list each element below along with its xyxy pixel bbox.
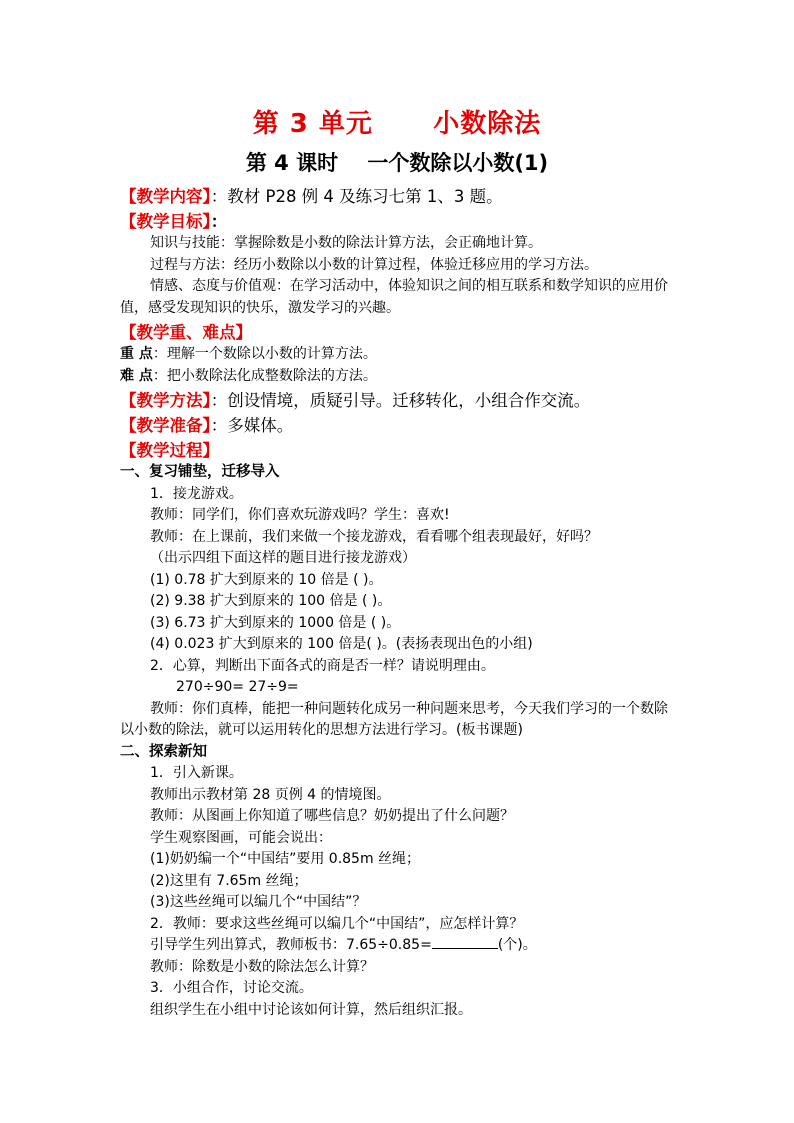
key-section xyxy=(120,321,680,344)
process-line: 3．小组合作，讨论交流。 xyxy=(150,980,313,996)
goals-section xyxy=(120,210,680,233)
method-heading: 【教学方法】 xyxy=(120,391,211,410)
goal-item: 知识与技能：掌握除数是小数的除法计算方法，会正确地计算。 xyxy=(150,235,542,251)
equation-line xyxy=(120,935,680,957)
process-line: 1．接龙游戏。 xyxy=(150,485,243,502)
content-section xyxy=(120,185,680,208)
lesson-content xyxy=(120,183,680,1021)
mental-math-line: 270÷90= 27÷9= xyxy=(176,679,299,695)
process-line: 2．教师：要求这些丝绳可以编几个“中国结”，应怎样计算？ xyxy=(150,915,524,932)
process-line: 教师：在上课前，我们来做一个接龙游戏，看看哪个组表现最好，好吗？ xyxy=(150,528,598,545)
process-line: （出示四组下面这样的题目进行接龙游戏） xyxy=(150,550,416,566)
key-point-label: 重 点 xyxy=(120,346,153,362)
process-line: 教师：你们真棒，能把一种问题转化成另一种问题来思考，今天我们学习的一个数除以小数的除法，就可以运用转化的思想方法进行学习。(板书课题) xyxy=(120,700,668,738)
exercise-line: (1) 0.78 扩大到原来的 10 倍是 ( )。 xyxy=(150,571,383,588)
process-line: 1．引入新课。 xyxy=(150,765,243,781)
process-line: (2)这里有 7.65m 丝绳； xyxy=(150,872,308,889)
exercise-line: (3) 6.73 扩大到原来的 1000 倍是 ( )。 xyxy=(150,614,401,631)
exercise-line: (4) 0.023 扩大到原来的 100 倍是( )。(表扬表现出色的小组) xyxy=(150,636,533,652)
difficult-point-text: ：把小数除法化成整数除法的方法。 xyxy=(152,367,377,384)
lesson-title: 第 4 课时 一个数除以小数(1) xyxy=(245,151,549,175)
process-line: 2．心算，判断出下面各式的商是否一样？请说明理由。 xyxy=(150,657,495,674)
method-text: ：创设情境，质疑引导。迁移转化，小组合作交流。 xyxy=(210,391,591,410)
process-line: (3)这些丝绳可以编几个“中国结”？ xyxy=(150,894,367,910)
prep-heading: 【教学准备】 xyxy=(120,416,211,435)
equation-unit: (个)。 xyxy=(497,937,537,953)
key-heading: 【教学重、难点】 xyxy=(120,323,252,342)
process-line: 教师：从图画上你知道了哪些信息？奶奶提出了什么问题？ xyxy=(150,808,514,824)
key-point-text: ：理解一个数除以小数的计算方法。 xyxy=(152,346,377,362)
answer-blank xyxy=(432,936,498,949)
process-line: 学生观察图画，可能会说出： xyxy=(150,829,332,846)
process-heading: 【教学过程】 xyxy=(120,441,219,460)
process-line: 教师出示教材第 28 页例 4 的情境图。 xyxy=(150,786,391,803)
key-point xyxy=(120,344,680,366)
process-section xyxy=(120,439,680,462)
equation-text: 引导学生列出算式，教师板书：7.65÷0.85= xyxy=(150,937,432,953)
method-section xyxy=(120,389,680,412)
content-heading: 【教学内容】 xyxy=(120,187,211,206)
unit-title: 第 3 单元 小数除法 xyxy=(252,109,542,139)
prep-text: ：多媒体。 xyxy=(210,416,294,435)
goals-heading-suffix: ： xyxy=(210,212,228,231)
difficult-point xyxy=(120,366,680,388)
process-line: 组织学生在小组中讨论该如何计算，然后组织汇报。 xyxy=(150,1001,472,1018)
content-text: ：教材 P28 例 4 及练习七第 1、3 题。 xyxy=(210,187,503,206)
process-line: 教师：除数是小数的除法怎么计算？ xyxy=(150,958,374,975)
goals-heading: 【教学目标】 xyxy=(120,212,211,231)
process-line: 教师：同学们，你们喜欢玩游戏吗？学生：喜欢! xyxy=(150,507,450,523)
goal-item: 情感、态度与价值观：在学习活动中，体验知识之间的相互联系和数学知识的应用价值，感受发现知识的快乐，激发学习的兴趣。 xyxy=(120,278,668,316)
section-heading-explore: 二、探索新知 xyxy=(120,743,207,760)
section-heading-review: 一、复习铺垫，迁移导入 xyxy=(120,464,280,480)
goal-item: 过程与方法：经历小数除以小数的计算过程，体验迁移应用的学习方法。 xyxy=(150,256,598,273)
exercise-line: (2) 9.38 扩大到原来的 100 倍是 ( )。 xyxy=(150,593,392,609)
process-line: (1)奶奶编一个“中国结”要用 0.85m 丝绳； xyxy=(150,851,421,867)
difficult-point-label: 难 点 xyxy=(120,367,153,384)
prep-section xyxy=(120,414,680,437)
